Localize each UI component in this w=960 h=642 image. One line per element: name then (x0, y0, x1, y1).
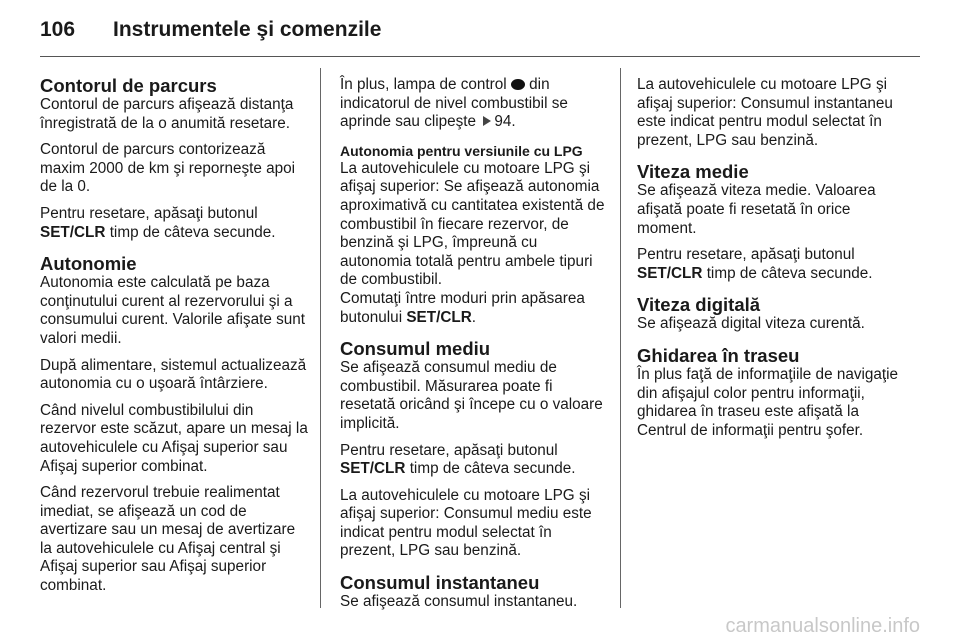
section-trip-odometer (40, 76, 310, 242)
text-fragment: timp de câteva secunde. (409, 460, 576, 478)
section-average-consumption (340, 339, 608, 561)
section-title: Autonomie (40, 253, 137, 275)
text-fragment: Pentru resetare, apăsaţi butonul (340, 441, 558, 459)
paragraph: Contorul de parcurs contorizează maxim 2000 de km şi reporneşte apoi de la 0. (40, 141, 296, 196)
text-fragment: Pentru resetare, apăsaţi butonul (637, 246, 855, 264)
text-fragment: Pentru resetare, apăsaţi butonul (40, 204, 258, 222)
paragraph: Contorul de parcurs afişează distanţa înregistrată de la o anumită resetare. (40, 96, 294, 132)
paragraph: În plus faţă de informaţiile de navigaţie din afişajul color pentru informaţii, ghidarea în traseu este afişată la Centrul de informaţii pentru şofer. (637, 365, 899, 439)
paragraph: Autonomia este calculată pe baza conţinutului curent al rezervorului şi a consumului curent. Valorile afişate sunt valori medii. (40, 274, 305, 347)
paragraph: La autovehiculele cu motoare LPG şi afişaj superior: Consumul instantaneu este indicat pentru modul selectat în prezent, LPG sau benzină. (637, 76, 893, 149)
paragraph (340, 290, 608, 327)
watermark: carmanualsonline.info (725, 615, 920, 637)
column-divider-2 (620, 68, 621, 608)
section-title: Viteza digitală (637, 294, 761, 316)
column-divider-1 (320, 68, 321, 608)
paragraph (340, 76, 608, 132)
text-fragment: din indicatorul de nivel combustibil se aprinde sau clipeşte (340, 76, 568, 131)
paragraph (637, 246, 909, 283)
header-divider (40, 56, 920, 57)
button-name-set-clr: SET/CLR (637, 264, 703, 282)
column-3 (637, 76, 909, 448)
text-fragment: Comutaţi între moduri prin apăsarea butonului (340, 289, 585, 326)
section-title: Viteza medie (637, 161, 749, 183)
text-fragment: . (471, 308, 477, 326)
section-route-guidance (637, 346, 909, 440)
section-instant-consumption (340, 573, 608, 612)
paragraph: După alimentare, sistemul actualizează autonomia cu o uşoară întârziere. (40, 356, 307, 393)
section-lpg-range (340, 142, 608, 327)
section-digital-speed (637, 295, 909, 334)
page-reference-arrow-icon (483, 116, 491, 126)
paragraph: Se afişează digital viteza curentă. (637, 315, 865, 333)
column-2 (340, 76, 608, 620)
paragraph: La autovehiculele cu motoare LPG şi afişaj superior: Consumul mediu este indicat pentru modul selectat în prezent, LPG sau benzină. (340, 486, 592, 560)
button-name-set-clr: SET/CLR (406, 308, 472, 326)
page-reference: 94. (494, 113, 516, 131)
section-title: Consumul instantaneu (340, 572, 540, 594)
section-title: Contorul de parcurs (40, 75, 217, 96)
page-title: Instrumentele şi comenzile (113, 18, 382, 41)
text-fragment: timp de câteva secunde. (706, 264, 873, 282)
text-fragment: În plus, lampa de control (340, 76, 507, 93)
paragraph: Când rezervorul trebuie realimentat imediat, se afişează un cod de avertizare sau un mesaj de avertizare la autovehiculele cu Afişaj central şi Afişaj superior sau Afişaj superior combinat. (40, 484, 296, 595)
paragraph: Când nivelul combustibilului din rezervor este scăzut, apare un mesaj la autovehiculele cu Afişaj superior sau Afişaj superior combinat. (40, 401, 308, 475)
page-header (40, 18, 381, 48)
button-name-set-clr: SET/CLR (40, 223, 106, 241)
paragraph (40, 205, 310, 242)
section-subtitle: Autonomia pentru versiunile cu LPG (340, 142, 583, 159)
paragraph (340, 442, 608, 479)
paragraph: La autovehiculele cu motoare LPG şi afişaj superior: Se afişează autonomia aproximativă cu cantitatea existentă de combustibil în fiecare rezervor, de benzină şi LPG, împreună cu autonomia totală pentru ambele tipuri de combustibil. (340, 159, 605, 289)
section-range (40, 254, 310, 596)
section-average-speed (637, 162, 909, 283)
paragraph: Se afişează consumul instantaneu. (340, 593, 578, 611)
button-name-set-clr: SET/CLR (340, 460, 406, 478)
section-title: Consumul mediu (340, 338, 491, 360)
column-1 (40, 76, 310, 604)
paragraph: Se afişează consumul mediu de combustibil. Măsurarea poate fi resetată oricând şi începe cu o valoare implicită. (340, 359, 603, 432)
fuel-warning-lamp-icon (511, 79, 525, 90)
text-fragment: timp de câteva secunde. (109, 223, 276, 241)
section-title: Ghidarea în traseu (637, 344, 800, 366)
paragraph: Se afişează viteza medie. Valoarea afişată poate fi resetată în orice moment. (637, 182, 876, 237)
page-number: 106 (40, 18, 76, 41)
